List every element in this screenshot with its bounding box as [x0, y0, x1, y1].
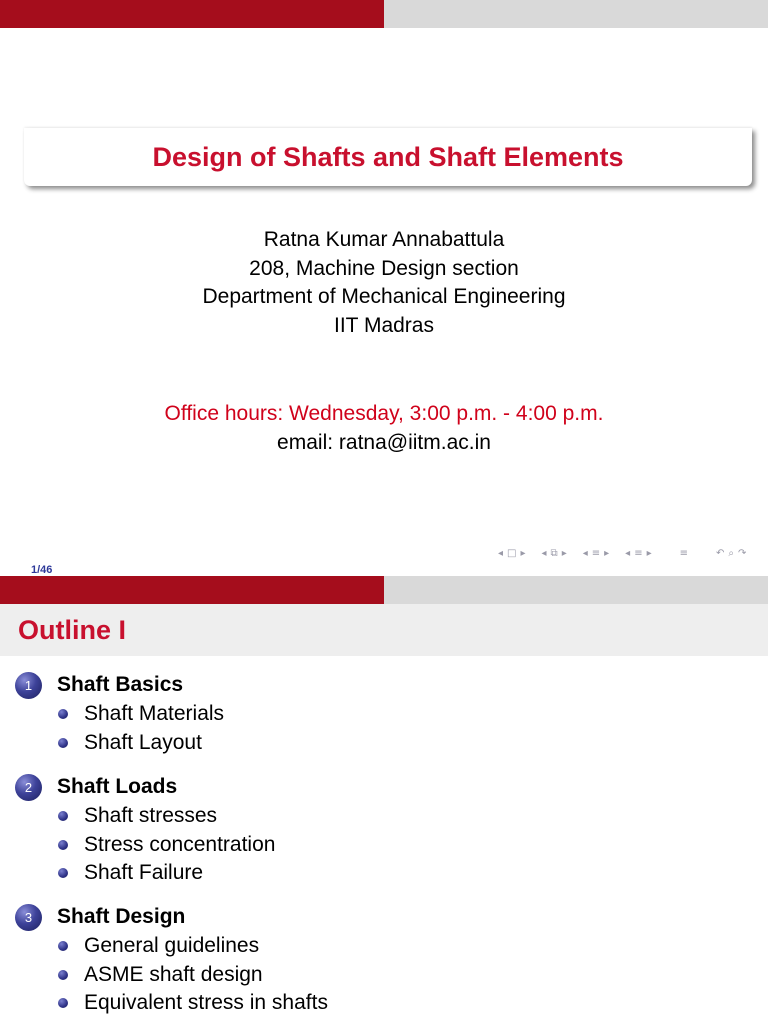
nav-search-icon[interactable]: ⌕	[728, 547, 735, 559]
nav-next-frame-icon[interactable]: ▸	[520, 547, 526, 559]
nav-prev-frame-icon[interactable]: ◂	[498, 547, 504, 559]
subitem-label: Stress concentration	[84, 833, 276, 856]
section-number-ball: 2	[15, 774, 42, 801]
bullet-icon	[58, 941, 68, 951]
bullet-icon	[58, 868, 68, 878]
nav-frame-icon[interactable]: □	[507, 547, 517, 559]
top-bar-grey-segment	[384, 576, 768, 604]
nav-section-icon[interactable]: ≡	[591, 547, 601, 559]
nav-toc-icon[interactable]: ≡	[679, 547, 689, 559]
nav-prev-section-icon[interactable]: ◂	[582, 547, 588, 559]
subitem-label: Equivalent stress in shafts	[84, 991, 328, 1014]
top-bar-red-segment	[0, 0, 384, 28]
subitem-label: Shaft stresses	[84, 804, 218, 827]
nav-next-doc-icon[interactable]: ▸	[646, 547, 652, 559]
section-title[interactable]: Shaft Design	[57, 905, 186, 928]
section-title[interactable]: Shaft Basics	[57, 673, 184, 696]
author-institute: IIT Madras	[334, 313, 434, 337]
outline-subitem[interactable]	[58, 802, 217, 830]
slide-top-bar	[0, 0, 768, 28]
outline-subitem[interactable]	[58, 700, 224, 728]
nav-forward-icon[interactable]: ↷	[738, 547, 747, 559]
nav-back-icon[interactable]: ↶	[716, 547, 725, 559]
bullet-icon	[58, 970, 68, 980]
nav-prev-doc-icon[interactable]: ◂	[625, 547, 631, 559]
subitem-label: Shaft Failure	[84, 861, 204, 884]
author-room: 208, Machine Design section	[249, 256, 519, 280]
page-number: 1/46	[31, 564, 53, 576]
outline-subitem[interactable]	[58, 932, 259, 960]
section-title[interactable]: Shaft Loads	[57, 775, 178, 798]
contact-block	[0, 400, 768, 457]
bullet-icon	[58, 998, 68, 1008]
subitem-label: Shaft Layout	[84, 731, 202, 754]
bullet-icon	[58, 709, 68, 719]
subitem-label: General guidelines	[84, 934, 260, 957]
author-department: Department of Mechanical Engineering	[202, 285, 566, 308]
nav-subsection-icon[interactable]: ⧉	[550, 547, 558, 559]
outline-heading: Outline I	[18, 614, 126, 645]
bullet-icon	[58, 738, 68, 748]
nav-next-subsection-icon[interactable]: ▸	[561, 547, 567, 559]
outline-subitem[interactable]	[58, 729, 202, 757]
author-name: Ratna Kumar Annabattula	[263, 228, 505, 251]
outline-subitem[interactable]	[58, 989, 328, 1017]
subitem-label: Shaft Materials	[84, 702, 225, 725]
title-box	[24, 128, 752, 186]
subitem-label: ASME shaft design	[84, 963, 263, 986]
frame-title-bar	[0, 604, 768, 656]
author-block	[0, 226, 768, 340]
bullet-icon	[58, 840, 68, 850]
top-bar-red-segment	[0, 576, 384, 604]
email-text: email: ratna@iitm.ac.in	[277, 430, 491, 454]
outline-subitem[interactable]	[58, 831, 275, 859]
outline-subitem[interactable]	[58, 961, 263, 989]
bullet-icon	[58, 811, 68, 821]
slide-title: Design of Shafts and Shaft Elements	[152, 141, 624, 172]
slide-top-bar	[0, 576, 768, 604]
top-bar-grey-segment	[384, 0, 768, 28]
outline-subitem[interactable]	[58, 859, 203, 887]
beamer-navigation	[498, 545, 746, 561]
outline-slide	[0, 576, 768, 1024]
section-number-ball: 3	[15, 904, 42, 931]
section-number-ball: 1	[15, 672, 42, 699]
nav-next-section-icon[interactable]: ▸	[604, 547, 610, 559]
nav-prev-subsection-icon[interactable]: ◂	[541, 547, 547, 559]
office-hours: Office hours: Wednesday, 3:00 p.m. - 4:00 p.m.	[164, 402, 604, 425]
nav-doc-icon[interactable]: ≡	[634, 547, 643, 559]
